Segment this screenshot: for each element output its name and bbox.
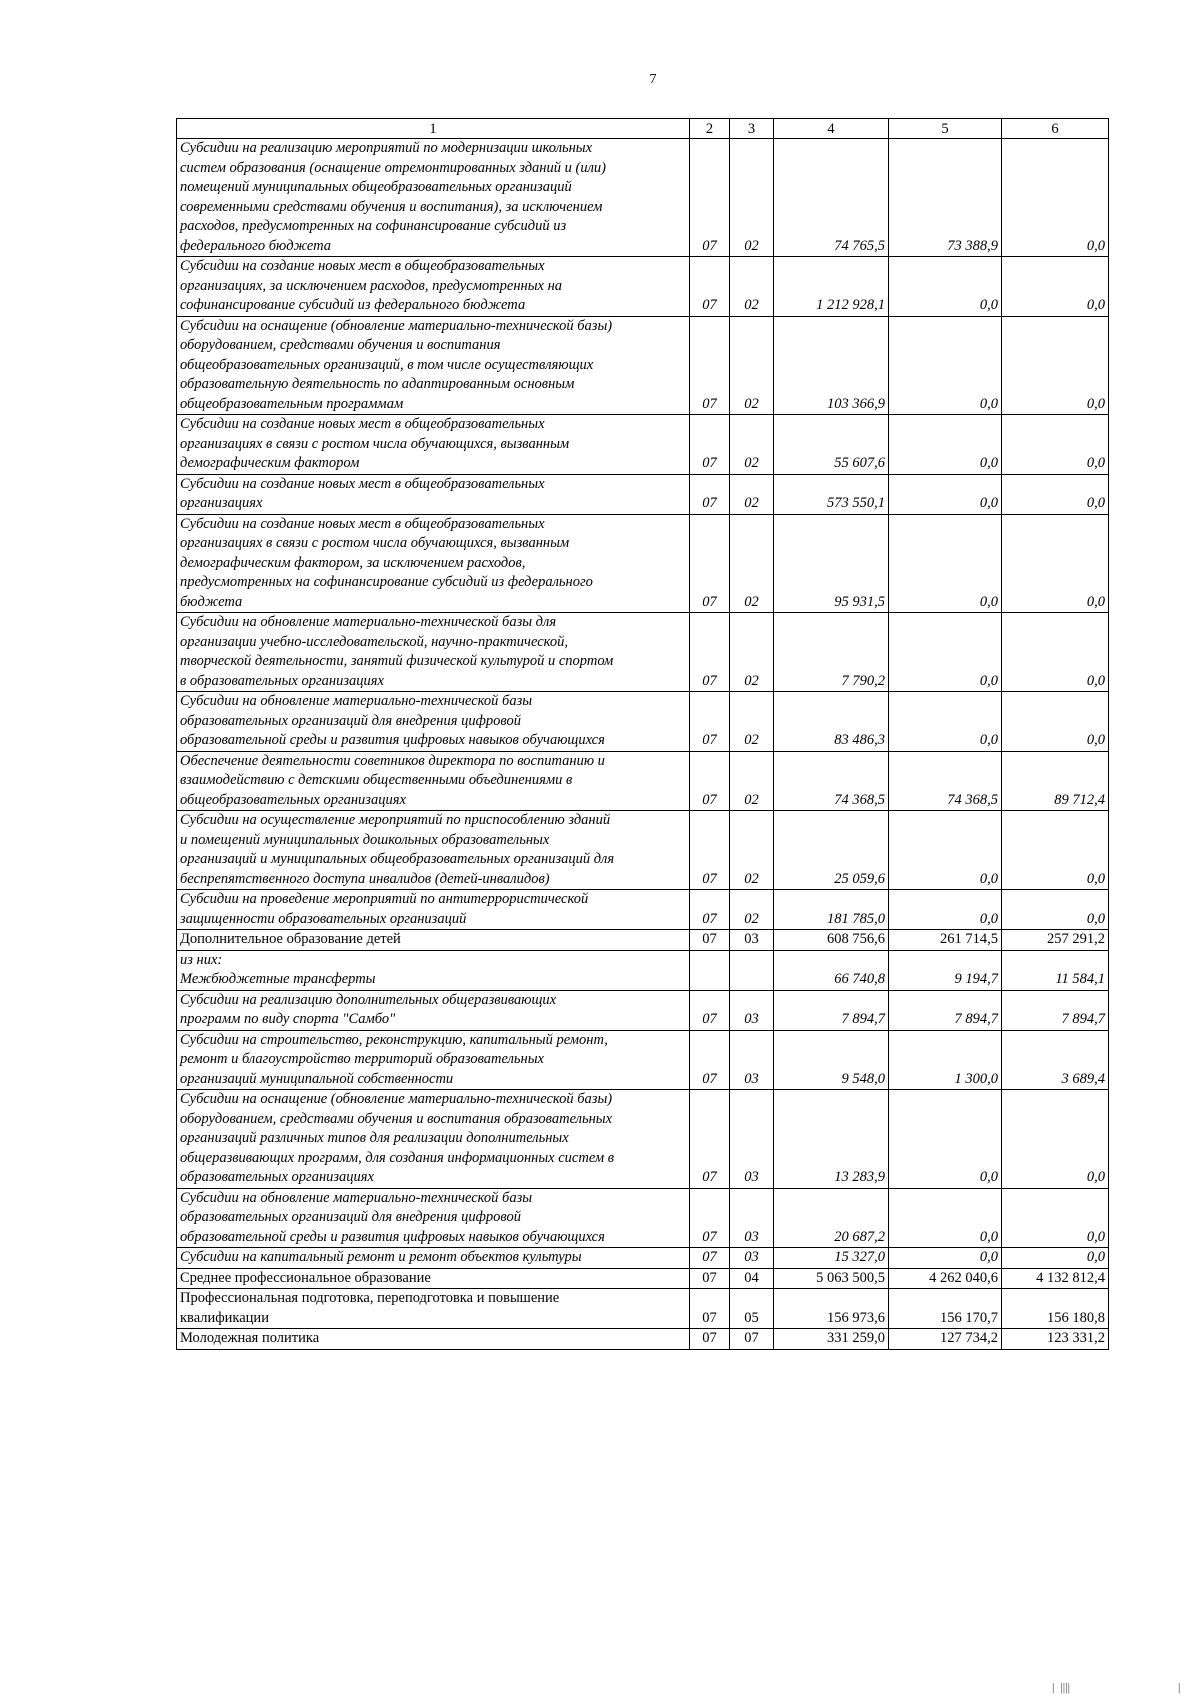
table-row (177, 1030, 1109, 1090)
table-row (177, 415, 1109, 475)
row-section-code: 07 (690, 139, 730, 257)
row-name-cell: Обеспечение деятельности советников директора по воспитанию и взаимодействию с детскими общественными объединениями в общеобразовательных организациях (177, 751, 690, 811)
row-value-col4: 20 687,2 (774, 1188, 889, 1248)
table-row (177, 930, 1109, 951)
row-value-col6: 0,0 (1002, 692, 1109, 752)
row-value-col6: 0,0 (1002, 811, 1109, 890)
row-section-code: 07 (690, 1329, 730, 1350)
table-row (177, 1188, 1109, 1248)
row-value-col6: 11 584,1 (1002, 950, 1109, 990)
table-row (177, 1090, 1109, 1189)
header-cell: 3 (730, 119, 774, 139)
table-row (177, 613, 1109, 692)
row-value-col5: 0,0 (889, 692, 1002, 752)
row-value-col5: 9 194,7 (889, 950, 1002, 990)
row-section-code: 07 (690, 613, 730, 692)
row-value-col4: 9 548,0 (774, 1030, 889, 1090)
row-value-col4: 331 259,0 (774, 1329, 889, 1350)
row-value-col5: 0,0 (889, 1090, 1002, 1189)
table-row (177, 474, 1109, 514)
row-value-col6: 0,0 (1002, 139, 1109, 257)
row-name-cell: из них: Межбюджетные трансферты (177, 950, 690, 990)
page-number: 7 (649, 72, 657, 87)
row-value-col6: 4 132 812,4 (1002, 1268, 1109, 1289)
row-value-col5: 1 300,0 (889, 1030, 1002, 1090)
row-value-col6: 0,0 (1002, 514, 1109, 613)
row-section-code: 07 (690, 316, 730, 415)
table-row (177, 257, 1109, 317)
header-cell: 2 (690, 119, 730, 139)
row-value-col5: 0,0 (889, 415, 1002, 475)
row-section-code: 07 (690, 1090, 730, 1189)
row-name-cell: Субсидии на создание новых мест в общеобразовательных организациях (177, 474, 690, 514)
row-value-col4: 74 368,5 (774, 751, 889, 811)
row-name-cell: Молодежная политика (177, 1329, 690, 1350)
row-value-col5: 0,0 (889, 316, 1002, 415)
row-name-cell: Субсидии на оснащение (обновление материально-технической базы) оборудованием, средствами обучения и воспитания образовательных организаций различных типов для реализации дополнительных общеразвивающих программ, для создания информационных систем в образовательных организациях (177, 1090, 690, 1189)
row-subsection-code: 02 (730, 415, 774, 475)
row-value-col6: 0,0 (1002, 316, 1109, 415)
row-value-col4: 55 607,6 (774, 415, 889, 475)
row-value-col6: 0,0 (1002, 257, 1109, 317)
scan-mark: | |||| (1052, 1680, 1071, 1694)
row-value-col5: 73 388,9 (889, 139, 1002, 257)
row-value-col5: 74 368,5 (889, 751, 1002, 811)
table-row (177, 990, 1109, 1030)
row-value-col4: 156 973,6 (774, 1289, 889, 1329)
row-value-col6: 0,0 (1002, 890, 1109, 930)
table-row (177, 811, 1109, 890)
row-value-col5: 0,0 (889, 514, 1002, 613)
row-value-col5: 127 734,2 (889, 1329, 1002, 1350)
table-row (177, 1248, 1109, 1269)
row-value-col6: 3 689,4 (1002, 1030, 1109, 1090)
row-section-code: 07 (690, 1248, 730, 1269)
row-value-col6: 0,0 (1002, 415, 1109, 475)
row-subsection-code: 03 (730, 1030, 774, 1090)
table-row (177, 950, 1109, 990)
row-name-cell: Субсидии на реализацию дополнительных общеразвивающих программ по виду спорта "Самбо" (177, 990, 690, 1030)
row-name-cell: Субсидии на проведение мероприятий по антитеррористической защищенности образовательных организаций (177, 890, 690, 930)
row-value-col6: 0,0 (1002, 1090, 1109, 1189)
row-value-col5: 4 262 040,6 (889, 1268, 1002, 1289)
table-row (177, 316, 1109, 415)
row-value-col4: 66 740,8 (774, 950, 889, 990)
header-cell: 4 (774, 119, 889, 139)
row-value-col4: 13 283,9 (774, 1090, 889, 1189)
row-subsection-code: 02 (730, 257, 774, 317)
row-value-col5: 261 714,5 (889, 930, 1002, 951)
row-value-col4: 95 931,5 (774, 514, 889, 613)
row-value-col5: 0,0 (889, 890, 1002, 930)
row-section-code: 07 (690, 890, 730, 930)
row-name-cell: Субсидии на обновление материально-технической базы для организации учебно-исследовательской, научно-практической, творческой деятельности, занятий физической культурой и спортом в образовательных организациях (177, 613, 690, 692)
row-name-cell: Субсидии на реализацию мероприятий по модернизации школьных систем образования (оснащение отремонтированных зданий и (или) помещений муниципальных общеобразовательных организаций современными средствами обучения и воспитания), за исключением расходов, предусмотренных на софинансирование субсидий из федерального бюджета (177, 139, 690, 257)
row-name-cell: Субсидии на осуществление мероприятий по приспособлению зданий и помещений муниципальных дошкольных образовательных организаций и муниципальных общеобразовательных организаций для беспрепятственного доступа инвалидов (детей-инвалидов) (177, 811, 690, 890)
row-subsection-code: 04 (730, 1268, 774, 1289)
row-value-col4: 573 550,1 (774, 474, 889, 514)
row-value-col4: 1 212 928,1 (774, 257, 889, 317)
row-name-cell: Субсидии на строительство, реконструкцию, капитальный ремонт, ремонт и благоустройство территорий образовательных организаций муниципальной собственности (177, 1030, 690, 1090)
row-subsection-code: 02 (730, 139, 774, 257)
row-value-col6: 0,0 (1002, 613, 1109, 692)
row-name-cell: Дополнительное образование детей (177, 930, 690, 951)
row-section-code: 07 (690, 474, 730, 514)
row-section-code: 07 (690, 1289, 730, 1329)
row-subsection-code: 03 (730, 1090, 774, 1189)
header-cell: 5 (889, 119, 1002, 139)
row-subsection-code: 02 (730, 514, 774, 613)
row-name-cell: Среднее профессиональное образование (177, 1268, 690, 1289)
budget-table (176, 118, 1109, 1350)
row-value-col6: 0,0 (1002, 474, 1109, 514)
table-row (177, 1329, 1109, 1350)
row-section-code: 07 (690, 751, 730, 811)
row-subsection-code: 02 (730, 692, 774, 752)
row-value-col6: 156 180,8 (1002, 1289, 1109, 1329)
row-name-cell: Субсидии на создание новых мест в общеобразовательных организациях в связи с ростом числа обучающихся, вызванным демографическим фактором, за исключением расходов, предусмотренных на софинансирование субсидий из федерального бюджета (177, 514, 690, 613)
header-cell: 1 (177, 119, 690, 139)
row-value-col4: 83 486,3 (774, 692, 889, 752)
table-row (177, 751, 1109, 811)
header-cell: 6 (1002, 119, 1109, 139)
row-value-col6: 0,0 (1002, 1248, 1109, 1269)
row-section-code: 07 (690, 692, 730, 752)
header-row (177, 119, 1109, 139)
row-value-col6: 7 894,7 (1002, 990, 1109, 1030)
row-name-cell: Субсидии на обновление материально-технической базы образовательных организаций для внедрения цифровой образовательной среды и развития цифровых навыков обучающихся (177, 1188, 690, 1248)
row-subsection-code: 03 (730, 1188, 774, 1248)
row-section-code: 07 (690, 930, 730, 951)
row-subsection-code: 03 (730, 1248, 774, 1269)
row-section-code: 07 (690, 1268, 730, 1289)
row-subsection-code: 02 (730, 474, 774, 514)
row-value-col4: 7 894,7 (774, 990, 889, 1030)
row-value-col4: 7 790,2 (774, 613, 889, 692)
row-subsection-code: 03 (730, 930, 774, 951)
row-subsection-code: 03 (730, 990, 774, 1030)
row-subsection-code: 02 (730, 890, 774, 930)
row-name-cell: Субсидии на обновление материально-технической базы образовательных организаций для внедрения цифровой образовательной среды и развития цифровых навыков обучающихся (177, 692, 690, 752)
row-value-col5: 0,0 (889, 811, 1002, 890)
row-section-code: 07 (690, 514, 730, 613)
table-row (177, 1289, 1109, 1329)
row-value-col5: 7 894,7 (889, 990, 1002, 1030)
row-subsection-code: 02 (730, 613, 774, 692)
row-section-code: 07 (690, 990, 730, 1030)
row-name-cell: Субсидии на капитальный ремонт и ремонт объектов культуры (177, 1248, 690, 1269)
row-section-code: 07 (690, 1188, 730, 1248)
table-row (177, 1268, 1109, 1289)
table-row (177, 514, 1109, 613)
row-value-col5: 0,0 (889, 257, 1002, 317)
row-value-col4: 608 756,6 (774, 930, 889, 951)
row-section-code: 07 (690, 257, 730, 317)
row-value-col6: 0,0 (1002, 1188, 1109, 1248)
row-subsection-code: 05 (730, 1289, 774, 1329)
row-name-cell: Субсидии на создание новых мест в общеобразовательных организациях в связи с ростом числа обучающихся, вызванным демографическим фактором (177, 415, 690, 475)
row-value-col5: 0,0 (889, 613, 1002, 692)
row-subsection-code: 02 (730, 316, 774, 415)
row-value-col4: 25 059,6 (774, 811, 889, 890)
row-subsection-code: 07 (730, 1329, 774, 1350)
row-name-cell: Субсидии на создание новых мест в общеобразовательных организациях, за исключением расходов, предусмотренных на софинансирование субсидий из федерального бюджета (177, 257, 690, 317)
row-subsection-code: 02 (730, 811, 774, 890)
row-value-col4: 181 785,0 (774, 890, 889, 930)
row-value-col4: 5 063 500,5 (774, 1268, 889, 1289)
row-value-col6: 257 291,2 (1002, 930, 1109, 951)
row-value-col6: 89 712,4 (1002, 751, 1109, 811)
row-name-cell: Профессиональная подготовка, переподготовка и повышение квалификации (177, 1289, 690, 1329)
row-value-col4: 74 765,5 (774, 139, 889, 257)
row-section-code (690, 950, 730, 990)
row-section-code: 07 (690, 415, 730, 475)
row-section-code: 07 (690, 811, 730, 890)
table-row (177, 139, 1109, 257)
row-value-col4: 15 327,0 (774, 1248, 889, 1269)
row-value-col5: 156 170,7 (889, 1289, 1002, 1329)
row-value-col5: 0,0 (889, 1248, 1002, 1269)
scan-mark: | (1178, 1680, 1181, 1694)
row-subsection-code (730, 950, 774, 990)
row-value-col6: 123 331,2 (1002, 1329, 1109, 1350)
table-row (177, 692, 1109, 752)
row-name-cell: Субсидии на оснащение (обновление материально-технической базы) оборудованием, средствами обучения и воспитания общеобразовательных организаций, в том числе осуществляющих образовательную деятельность по адаптированным основным общеобразовательным программам (177, 316, 690, 415)
row-subsection-code: 02 (730, 751, 774, 811)
row-value-col5: 0,0 (889, 474, 1002, 514)
table-row (177, 890, 1109, 930)
row-value-col4: 103 366,9 (774, 316, 889, 415)
row-value-col5: 0,0 (889, 1188, 1002, 1248)
row-section-code: 07 (690, 1030, 730, 1090)
